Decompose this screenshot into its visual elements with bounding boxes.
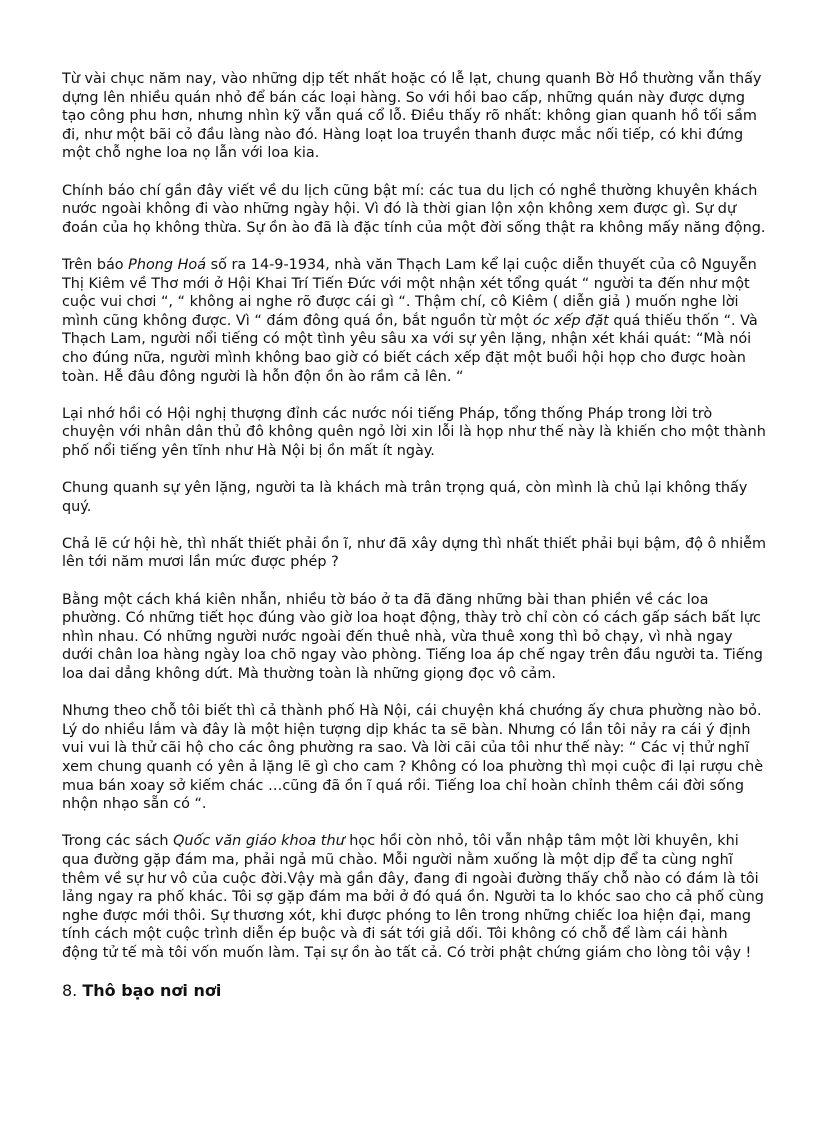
paragraph-text: Chính báo chí gần đây viết về du lịch cũng bật mí: các tua du lịch có nghề thường khuyên khách nước ngoài không đi vào những ngày hội. Vì đó là thời gian lộn xộn không xem được gì. Sự dự đoán của họ không thừa. Sự ồn ào đã là đặc tính của một đời sống thật ra không mấy năng động. — [62, 182, 766, 236]
italic-title: Phong Hoá — [128, 256, 207, 273]
paragraph — [62, 70, 766, 163]
section-number: 8. — [62, 981, 78, 1001]
paragraph-text: Bằng một cách khá kiên nhẫn, nhiều tờ báo ở ta đã đăng những bài than phiền về các loa phường. Có những tiết học đúng vào giờ loa hoạt động, thày trò chỉ còn có cách gấp sách bất lực nhìn nhau. Có những người nước ngoài đến thuê nhà, vừa thuê xong thì bỏ chạy, vì nhà ngay dưới chân loa hàng ngày loa chõ ngay vào phòng. Tiếng loa áp chế ngay trên đầu người ta. Tiếng loa dai dẳng không dứt. Mà thường toàn là những giọng đọc vô cảm. — [62, 591, 763, 682]
section-heading — [62, 981, 766, 1001]
paragraph-list — [62, 70, 766, 963]
paragraph — [62, 535, 766, 572]
paragraph-text: số ra 14-9-1934, nhà văn Thạch Lam kể lại cuộc diễn thuyết của cô Nguyễn Thị Kiêm về Thơ mới ở Hội Khai Trí Tiến Đức với một nhận xét tổng quát “ người ta đến như một cuộc vui chơi “, “ không ai nghe rõ được cái gì “. Thậm chí, cô Kiêm ( diễn giả ) muốn nghe lời mình cũng không được. Vì “ đám đông quá ồn, bắt nguồn từ một — [62, 256, 757, 329]
italic-title: óc xếp đặt — [532, 312, 609, 329]
paragraph — [62, 832, 766, 962]
paragraph-text: học hồi còn nhỏ, tôi vẫn nhập tâm một lời khuyên, khi qua đường gặp đám ma, phải ngả mũ chào. Mỗi người nằm xuống là một dịp để ta cùng nghĩ thêm về sự hư vô của cuộc đời.Vậy mà gần đây, đang đi ngoài đường thấy chỗ nào có đám là tôi lảng ngay ra phố khác. Tôi sợ gặp đám ma bởi ở đó quá ồn. Người ta lo khóc sao cho cả phố cùng nghe được mới thôi. Sự thương xót, khi được phóng to lên trong những chiếc loa hiện đại, mang tính cách một cuộc trình diễn ép buộc và đi sát tới giả dối. Tôi không có chỗ để làm cái hành động tử tế mà tôi vốn muốn làm. Tại sự ồn ào tất cả. Có trời phật chứng giám cho lòng tôi vậy ! — [62, 833, 764, 961]
paragraph — [62, 405, 766, 461]
paragraph — [62, 702, 766, 814]
paragraph — [62, 182, 766, 238]
paragraph-text: Nhưng theo chỗ tôi biết thì cả thành phố Hà Nội, cái chuyện khá chướng ấy chưa phường nào bỏ. Lý do nhiều lắm và đây là một hiện tượng dịp khác ta sẽ bàn. Nhưng có lần tôi nảy ra cái ý định vui vui là thử cãi hộ cho các ông phường ra sao. Và lời cãi của tôi như thế này: “ Các vị thử nghĩ xem chung quanh có yên ả lặng lẽ gì cho cam ? Không có loa phường thì mọi cuộc đi lại rượu chè mua bán xoay sở kiếm chác …cũng đã ồn ĩ quá rồi. Tiếng loa chỉ hoàn chỉnh thêm cái đời sống nhộn nhạo sẵn có “. — [62, 703, 764, 813]
paragraph — [62, 256, 766, 386]
italic-title: Quốc văn giáo khoa thư — [173, 833, 345, 850]
section-title: Thô bạo nơi nơi — [82, 981, 222, 1001]
paragraph-text: Trên báo — [62, 256, 129, 273]
paragraph-text: Chả lẽ cứ hội hè, thì nhất thiết phải ồn ĩ, như đã xây dựng thì nhất thiết phải bụi bậm, độ ô nhiễm lên tới năm mươi lần mức được phép ? — [62, 535, 766, 571]
document-body — [62, 70, 766, 1001]
paragraph-text: quá thiếu thốn “. Và Thạch Lam, người nổi tiếng có một tình yêu sâu xa với sự yên lặng, nhận xét khái quát: “Mà nói cho đúng nữa, người mình không bao giờ có biết cách xếp đặt một buổi hội họp cho được hoàn toàn. Hễ đâu đông người là hỗn độn ồn ào rầm cả lên. “ — [62, 312, 758, 385]
paragraph-text: Từ vài chục năm nay, vào những dịp tết nhất hoặc có lễ lạt, chung quanh Bờ Hồ thường vẫn thấy dựng lên nhiều quán nhỏ để bán các loại hàng. So với hồi bao cấp, những quán này được dựng tạo công phu hơn, nhưng nhìn kỹ vẫn quá cổ lỗ. Điều thấy rõ nhất: không gian quanh hồ tối sầm đi, như một bãi cỏ đầu làng nào đó. Hàng loạt loa truyền thanh được mắc nối tiếp, có khi đứng một chỗ nghe loa nọ lẫn với loa kia. — [62, 71, 762, 162]
paragraph — [62, 479, 766, 516]
paragraph — [62, 591, 766, 684]
paragraph-text: Lại nhớ hồi có Hội nghị thượng đỉnh các nước nói tiếng Pháp, tổng thống Pháp trong lời trò chuyện với nhân dân thủ đô không quên ngỏ lời xin lỗi là họp như thế này là khiến cho một thành phố nổi tiếng yên tĩnh như Hà Nội bị ồn mất ít ngày. — [62, 405, 766, 459]
paragraph-text: Chung quanh sự yên lặng, người ta là khách mà trân trọng quá, còn mình là chủ lại không thấy quý. — [62, 480, 748, 515]
paragraph-text: Trong các sách — [62, 833, 174, 850]
